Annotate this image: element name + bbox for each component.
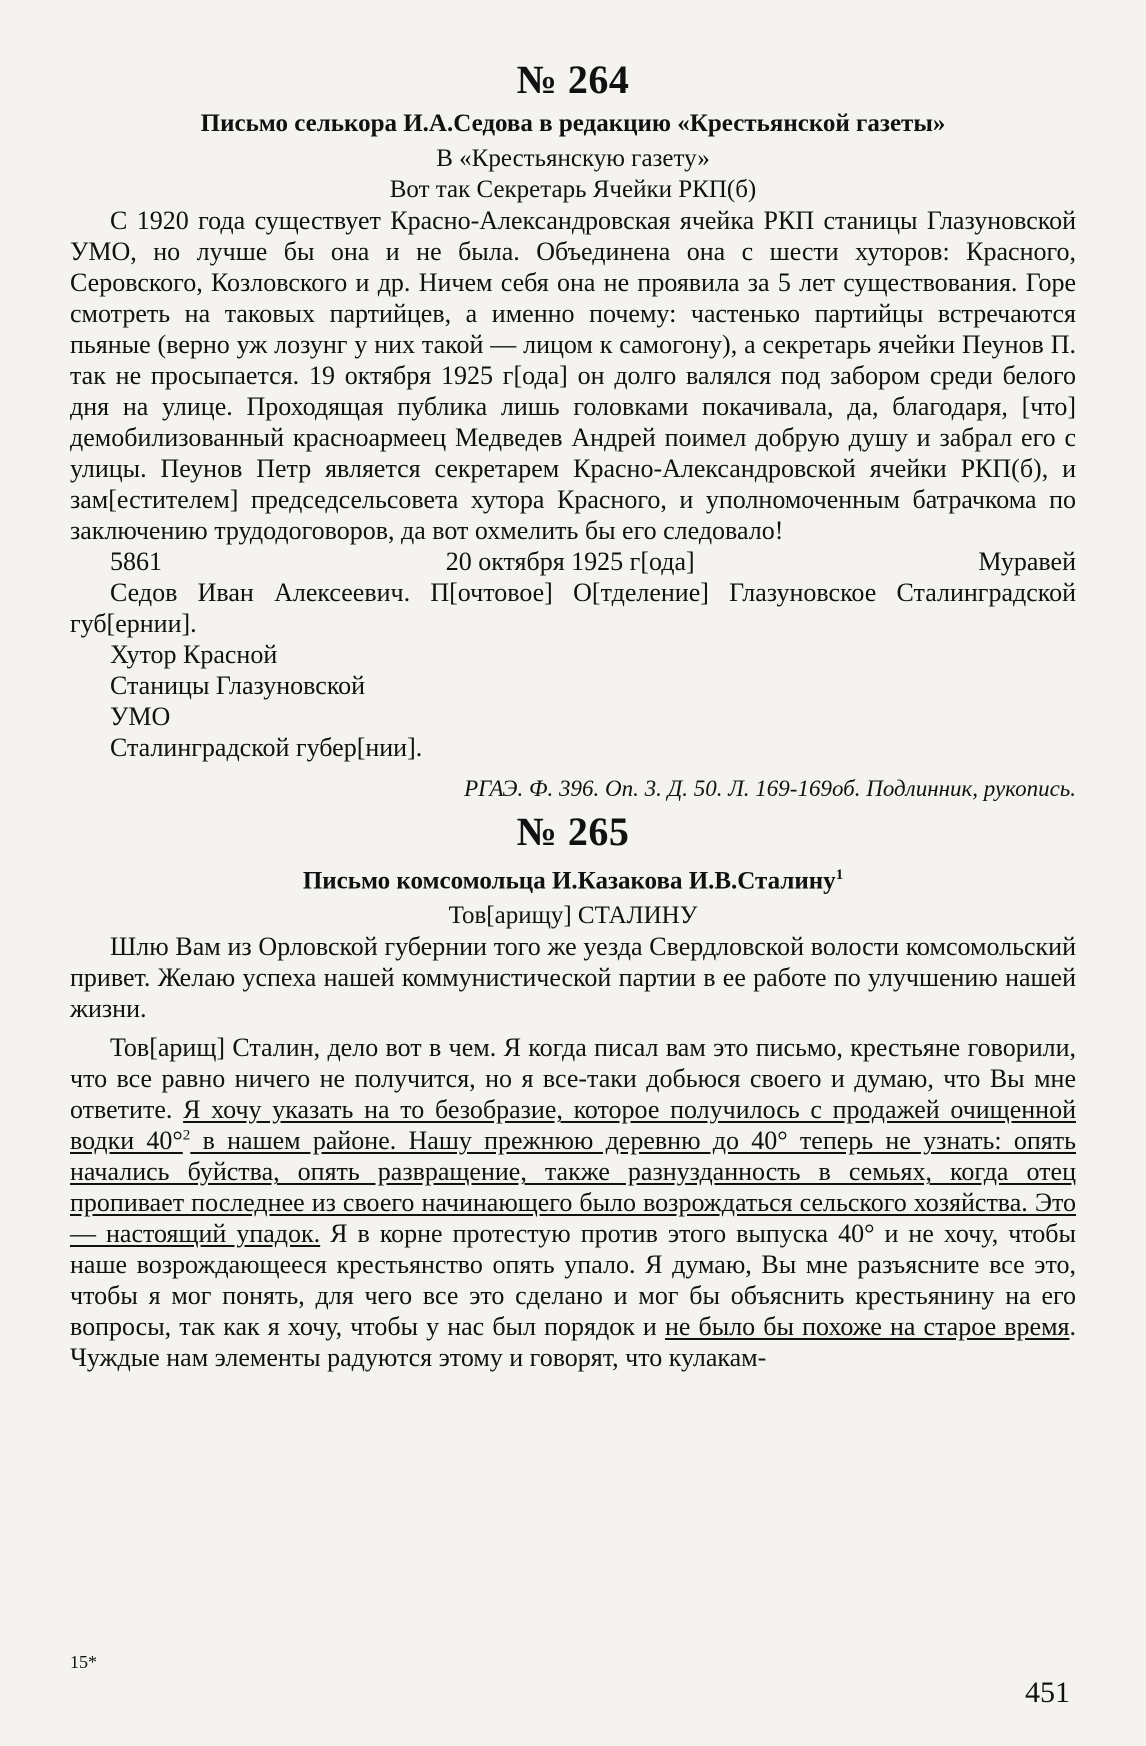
doc-264-archive-source: РГАЭ. Ф. 396. Оп. 3. Д. 50. Л. 169-169об. Подлинник, рукопись. <box>464 776 1076 801</box>
doc-264-number: № 264 <box>516 57 630 102</box>
signature-date: 20 октября 1925 г[ода] <box>445 547 695 576</box>
doc-265-title <box>70 860 1076 896</box>
doc-265-addressee: Тов[арищу] СТАЛИНУ <box>448 902 698 930</box>
para2-text-c: . Чуждые нам элементы радуются этому и говорят, что кулакам- <box>70 1312 1076 1373</box>
address-line: Сталинградской губер[нии]. <box>110 733 423 762</box>
doc-265-paragraph-1: Шлю Вам из Орловской губернии того же уезда Свердловской волости комсомольский привет. Желаю успеха нашей коммунистической партии в ее работе по улучшению нашей жизни. <box>70 932 1076 1024</box>
doc-265-number: № 265 <box>516 809 630 854</box>
doc-265-title-text: Письмо комсомольца И.Казакова И.В.Сталину <box>302 867 836 895</box>
footnote-ref: 2 <box>182 1127 191 1144</box>
address-line: УМО <box>110 702 171 731</box>
page-number: 451 <box>1025 1676 1070 1709</box>
address-line: Станицы Глазуновской <box>110 671 366 700</box>
underlined-passage: в нашем районе. Нашу прежнюю деревню до 40° теперь не узнать: опять начались буйства, опять развращение, также разнузданность в семьях, когда отец пропивает последнее из своего начинающего было возрождаться сельского хозяйства. Это — настоящий упадок. <box>70 1126 1076 1249</box>
doc-264-body: С 1920 года существует Красно-Александровская ячейка РКП станицы Глазуновской УМО, но лучше бы она и не была. Объединена она с шести хуторов: Красного, Серовского, Козловского и др. Ничем себя она не проявила за 5 лет существования. Горе смотреть на таковых партийцев, а именно почему: частенько партийцы встречаются пьяные (верно уж лозунг у них такой — лицом к самогону), а секретарь ячейки Пеунов П. так не просыпается. 19 октября 1925 г[ода] он долго валялся под забором среди белого дня на улице. Проходящая публика лишь головками покачивала, да, благодаря, [что] демобилизованный красноармеец Медведев Андрей поимел добрую душу и забрал его с улицы. Пеунов Петр является секретарем Красно-Александровской ячейки РКП(б), и зам[естителем] председсельсовета хутора Красного, и уполномоченным батрачкома по заключению трудодоговоров, да вот охмелить бы его следовало! <box>70 206 1076 545</box>
para2-text-b: Я в корне протестую против этого выпуска 40° и не хочу, чтобы наше возрождающееся крестьянство опять упало. Я думаю, Вы мне разъясните все это, чтобы я мог понять, для чего все это сделано и мог бы объяснить крестьянину на его вопросы, так как я хочу, чтобы у нас был порядок и <box>70 1219 1077 1342</box>
signature-code: 5861 <box>110 547 162 576</box>
doc-264-headline: Вот так Секретарь Ячейки РКП(б) <box>389 176 757 203</box>
signature-pseudonym: Муравей <box>978 547 1076 576</box>
underlined-passage: Я хочу указать на то безобразие, которое получилось с продажей очищенной водки 40° <box>70 1095 1076 1156</box>
sheet-signature-mark: 15* <box>70 1652 97 1672</box>
doc-265-paragraph-2 <box>70 1032 1076 1373</box>
para2-text-a: Тов[арищ] Сталин, дело вот в чем. Я когда писал вам это письмо, крестьяне говорили, что все равно ничего не получится, но я все-таки добьюся своего и думаю, что Вы мне ответите. <box>70 1033 1076 1125</box>
doc-264-author-line: Седов Иван Алексеевич. П[очтовое] О[тделение] Глазуновское Сталинградской губ[ернии]. <box>70 578 1076 638</box>
doc-264-addressee: В «Крестьянскую газету» <box>436 145 710 172</box>
address-line: Хутор Красной <box>110 640 278 669</box>
doc-264-title: Письмо селькора И.А.Седова в редакцию «Крестьянской газеты» <box>200 110 946 137</box>
footnote-ref: 1 <box>835 867 844 883</box>
doc-264-signature-row <box>70 546 1076 577</box>
underlined-passage: не было бы похоже на старое время <box>664 1312 1070 1342</box>
